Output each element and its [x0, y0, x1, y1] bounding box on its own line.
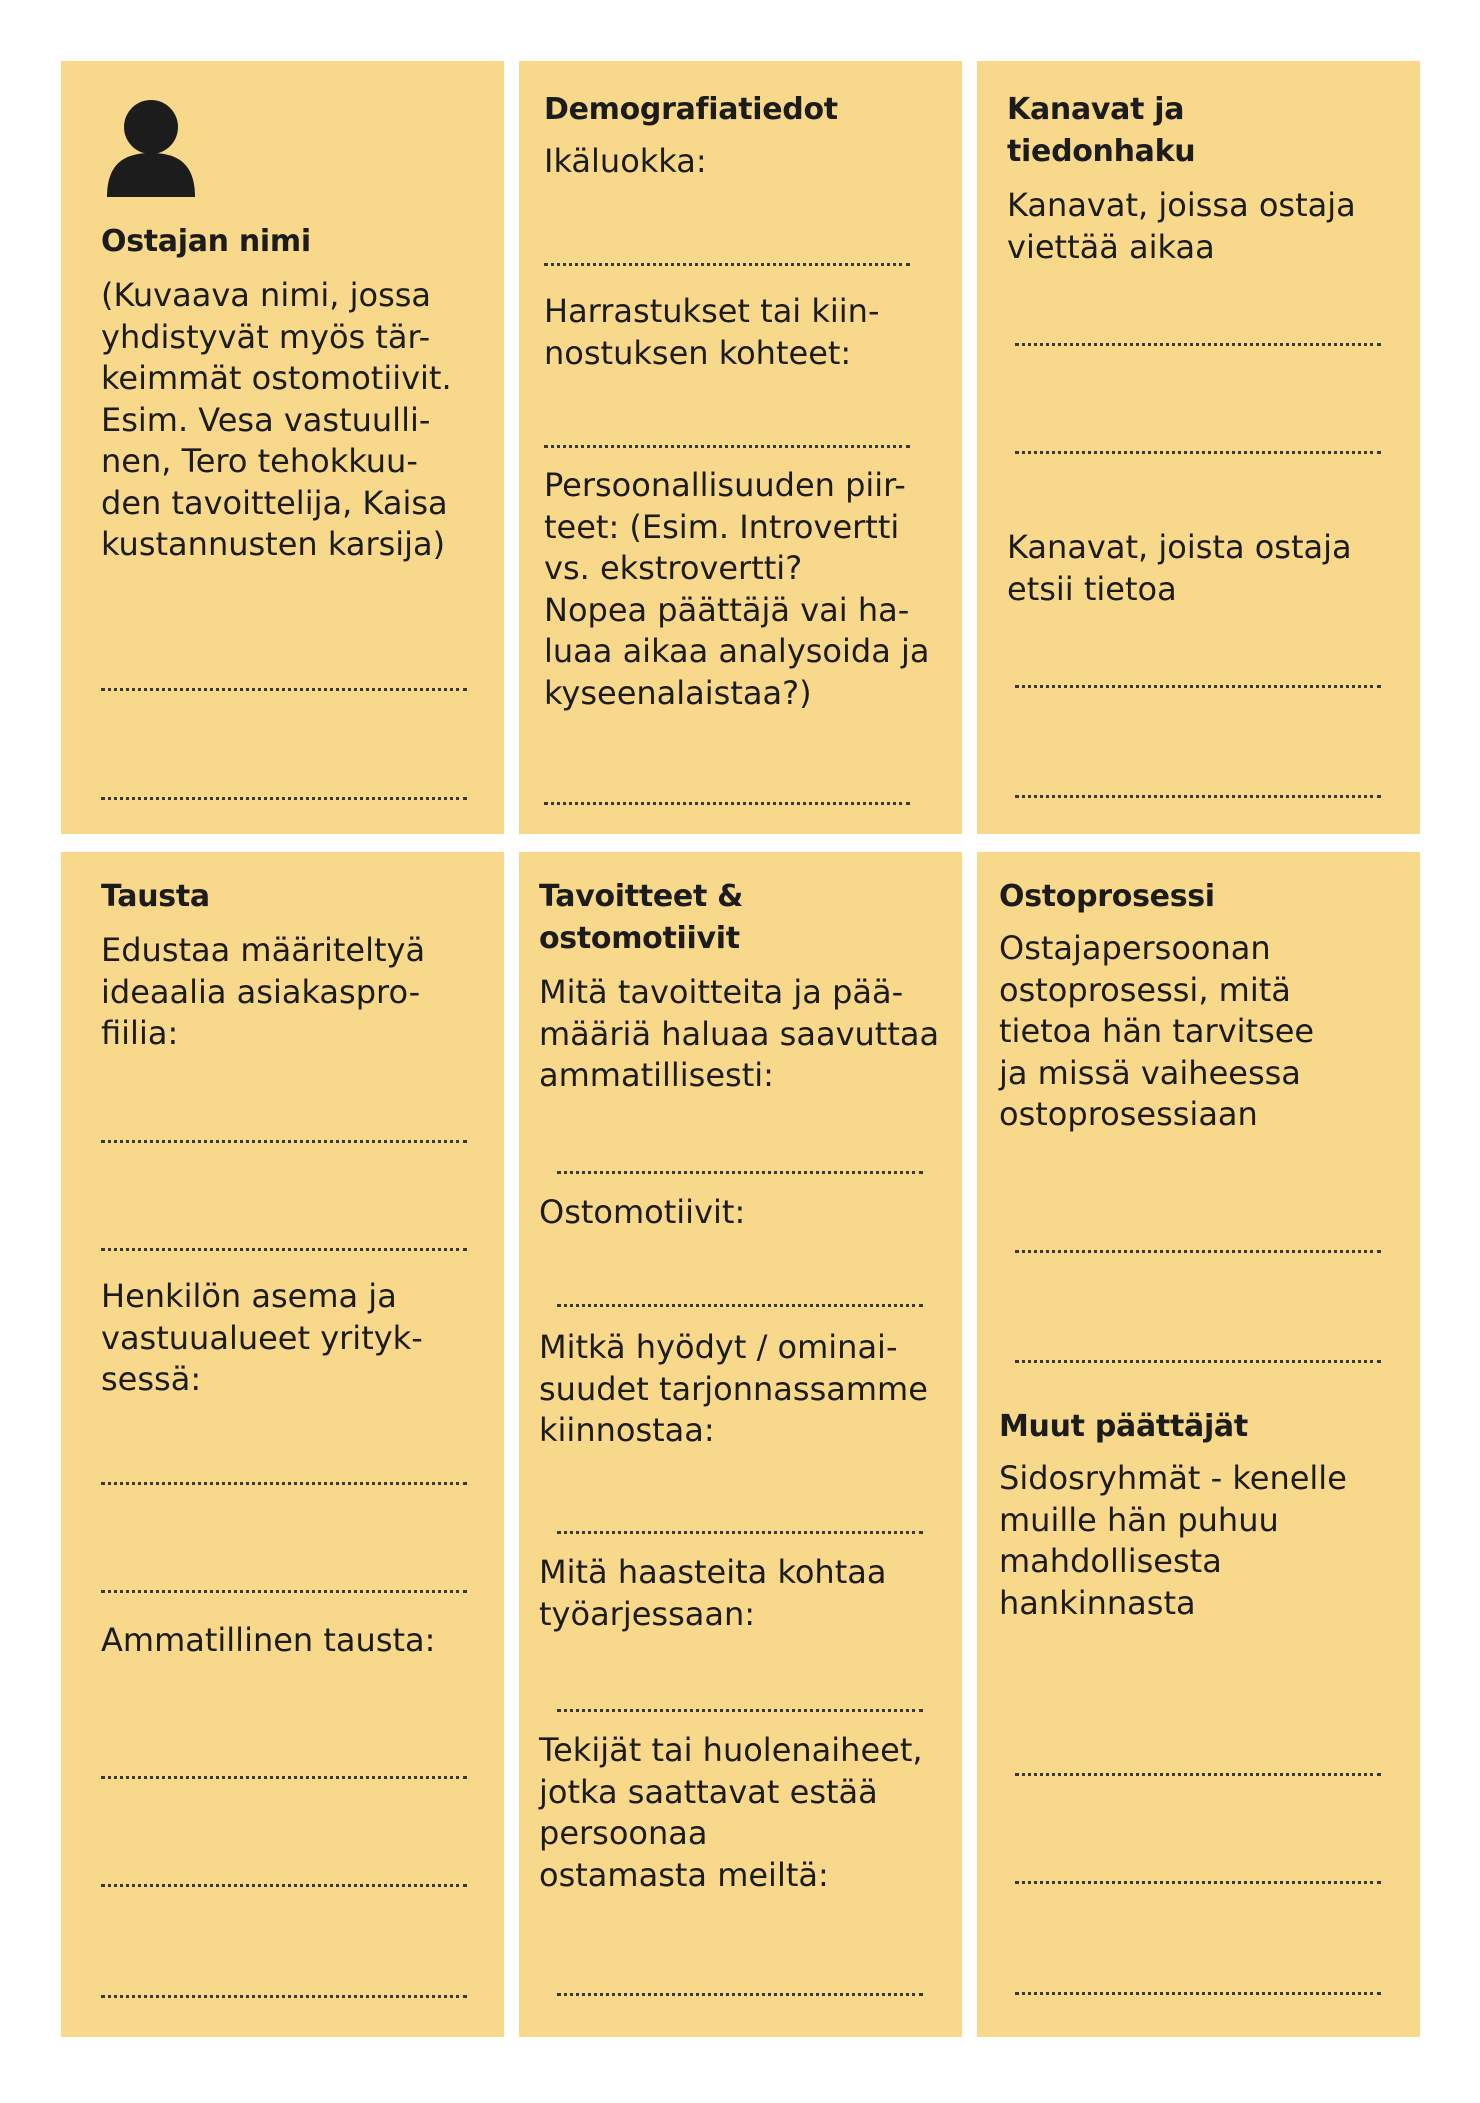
answer-line[interactable]: [544, 802, 910, 805]
answer-line[interactable]: [1015, 795, 1381, 798]
goals-label: Mitä tavoitteita ja pää- määriä haluaa saavuttaa ammatillisesti:: [539, 973, 940, 1094]
challenges-label: Mitä haasteita kohtaa työarjessaan:: [539, 1553, 887, 1633]
answer-line[interactable]: [1015, 1881, 1381, 1884]
answer-line[interactable]: [101, 1248, 467, 1251]
answer-line[interactable]: [544, 263, 910, 266]
buying-process-cell: [977, 852, 1420, 2037]
person-icon: [105, 99, 197, 197]
answer-line[interactable]: [1015, 451, 1381, 454]
answer-line[interactable]: [101, 1884, 467, 1887]
answer-line[interactable]: [1015, 685, 1381, 688]
answer-line[interactable]: [557, 1304, 923, 1307]
answer-line[interactable]: [101, 688, 467, 691]
answer-line[interactable]: [101, 1995, 467, 1998]
answer-line[interactable]: [544, 445, 910, 448]
goals-title: Tavoitteet & ostomotiivit: [539, 879, 744, 956]
channels-cell: [977, 61, 1420, 834]
answer-line[interactable]: [557, 1171, 923, 1174]
answer-line[interactable]: [1015, 1992, 1381, 1995]
buyer-name-description: (Kuvaava nimi, jossa yhdistyvät myös tär- keimmät ostomotiivit. Esim. Vesa vastuulli- nen, Tero tehokkuu- den tavoittelija, Kaisa kustannusten karsija): [101, 276, 452, 563]
age-label: Ikäluokka:: [544, 142, 707, 180]
buyer-name-title: Ostajan nimi: [101, 224, 311, 259]
obstacles-label: Tekijät tai huolenaiheet, jotka saattavat estää persoonaa ostamasta meiltä:: [539, 1731, 923, 1894]
demographics-title: Demografiatiedot: [544, 92, 838, 127]
motives-label: Ostomotiivit:: [539, 1193, 746, 1231]
answer-line[interactable]: [101, 1776, 467, 1779]
personality-label: Persoonallisuuden piir- teet: (Esim. Introvertti vs. ekstrovertti? Nopea päättäjä vai ha- luaa aikaa analysoida ja kyseenalaistaa?): [544, 466, 930, 712]
professional-background-label: Ammatillinen tausta:: [101, 1621, 436, 1659]
ideal-profile-label: Edustaa määriteltyä ideaalia asiakaspro- fiilia:: [101, 931, 426, 1052]
answer-line[interactable]: [101, 1482, 467, 1485]
answer-line[interactable]: [1015, 343, 1381, 346]
answer-line[interactable]: [557, 1709, 923, 1712]
goals-cell: [519, 852, 962, 2037]
buyer-name-cell: [61, 61, 504, 834]
demographics-cell: [519, 61, 962, 834]
role-label: Henkilön asema ja vastuualueet yrityk- sessä:: [101, 1277, 423, 1398]
answer-line[interactable]: [101, 797, 467, 800]
answer-line[interactable]: [557, 1531, 923, 1534]
channels-search-label: Kanavat, joista ostaja etsii tietoa: [1007, 528, 1352, 608]
background-title: Tausta: [101, 879, 210, 914]
other-deciders-label: Sidosryhmät - kenelle muille hän puhuu mahdollisesta hankinnasta: [999, 1459, 1347, 1622]
answer-line[interactable]: [1015, 1250, 1381, 1253]
channels-title: Kanavat ja tiedonhaku: [1007, 92, 1196, 169]
answer-line[interactable]: [557, 1993, 923, 1996]
answer-line[interactable]: [1015, 1360, 1381, 1363]
answer-line[interactable]: [101, 1590, 467, 1593]
buying-process-title: Ostoprosessi: [999, 879, 1215, 914]
background-cell: [61, 852, 504, 2037]
benefits-label: Mitkä hyödyt / ominai- suudet tarjonnassamme kiinnostaa:: [539, 1328, 928, 1449]
answer-line[interactable]: [1015, 1773, 1381, 1776]
answer-line[interactable]: [101, 1140, 467, 1143]
other-deciders-title: Muut päättäjät: [999, 1409, 1248, 1444]
buying-process-label: Ostajapersoonan ostoprosessi, mitä tietoa hän tarvitsee ja missä vaiheessa ostoprosessiaan: [999, 929, 1315, 1133]
hobbies-label: Harrastukset tai kiin- nostuksen kohteet:: [544, 292, 880, 372]
channels-spend-label: Kanavat, joissa ostaja viettää aikaa: [1007, 186, 1356, 266]
